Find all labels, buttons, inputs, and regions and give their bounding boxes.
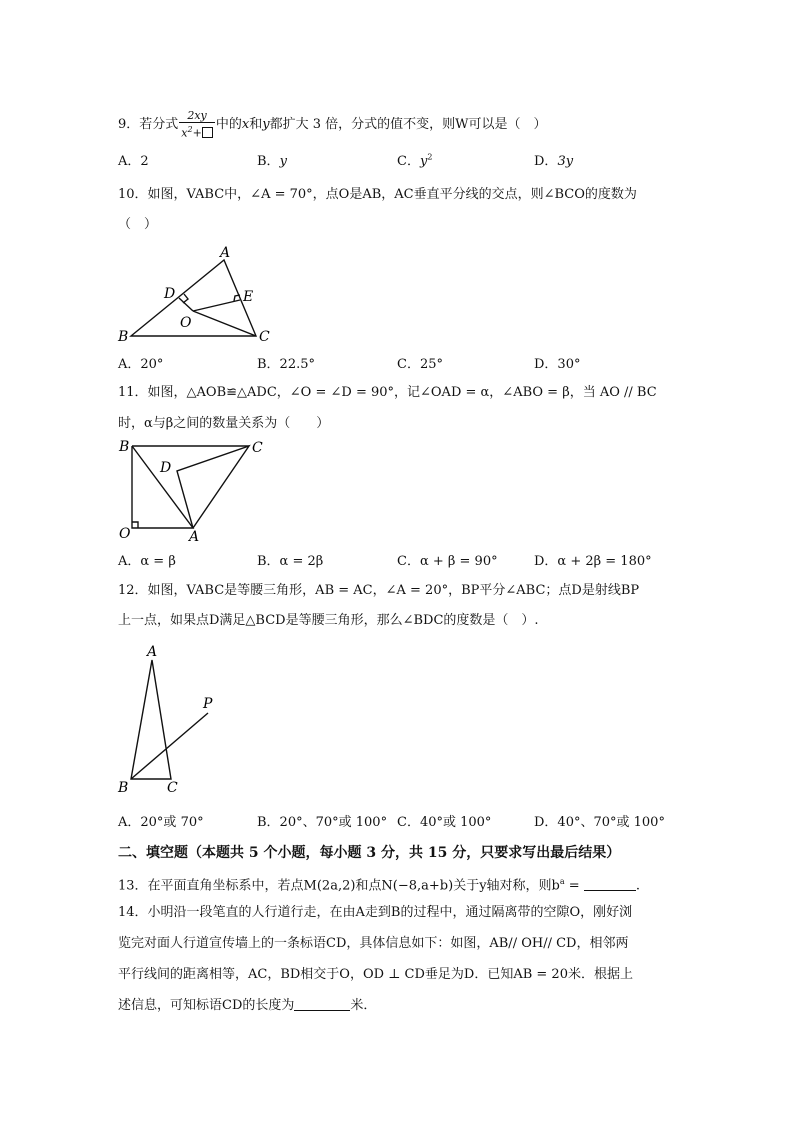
den-plus: + <box>192 126 202 140</box>
q12-options <box>118 811 678 829</box>
q10-label-b: B <box>118 329 129 345</box>
q11-option-a: A．α = β <box>118 554 176 569</box>
q10-option-c: C．25° <box>397 357 443 372</box>
q9-text-2: 中的 <box>215 116 242 132</box>
q13-exponent: a <box>559 877 565 886</box>
q9-text-4: 都扩大 3 倍，分式的值不变，则W可以是（ ） <box>269 116 547 132</box>
q12-option-c: C．40°或 100° <box>397 815 492 830</box>
q11-label-b: B <box>119 439 130 455</box>
q14-line4-unit: 米． <box>350 998 377 1013</box>
q12-line1: 12．如图，VABC是等腰三角形，AB = AC，∠A = 20°，BP平分∠ABC；点D是射线BP <box>118 583 640 598</box>
q13-text-2: = <box>564 878 584 894</box>
q12-label-c: C <box>167 780 178 796</box>
q9-option-b-label: B． <box>257 154 280 169</box>
q11-option-c: C．α + β = 90° <box>397 554 498 569</box>
q9-option-c-label: C． <box>397 154 420 169</box>
q12-option-b: B．20°、70°或 100° <box>257 815 388 830</box>
q13-text-1: 13．在平面直角坐标系中，若点M(2a,2)和点N(−8,a+b)关于y轴对称，则b <box>118 878 560 894</box>
q11-option-d: D．α + 2β = 180° <box>534 554 652 569</box>
q10-line1: 10．如图，VABC中，∠A = 70°，点O是AB，AC垂直平分线的交点，则∠BCO的度数为 <box>118 187 637 202</box>
q9-x: x <box>241 116 250 132</box>
q10-option-a: A．20° <box>118 357 164 372</box>
q12-option-d: D．40°、70°或 100° <box>534 815 665 830</box>
q9-option-c-exp: 2 <box>427 152 433 162</box>
q9-option-d-math: 3y <box>557 154 574 169</box>
q10-option-d: D．30° <box>534 357 581 372</box>
q9-option-c-math: y <box>419 154 428 169</box>
q9-option-b-math: y <box>279 154 287 169</box>
q12-label-b: B <box>118 780 129 796</box>
q9-number: 9． <box>118 116 140 132</box>
q10-label-d: D <box>164 286 176 302</box>
q11-line2: 时，α与β之间的数量关系为（ ） <box>118 416 330 431</box>
q10-label-o: O <box>180 315 192 331</box>
q13-answer-blank[interactable] <box>584 878 636 891</box>
q13-text-3: . <box>635 878 640 894</box>
q9-option-a: A．2 <box>118 154 149 169</box>
q12-label-p: P <box>203 696 213 712</box>
q9-option-d-label: D． <box>534 154 558 169</box>
fraction-numerator: 2xy <box>179 109 215 123</box>
q10-label-a: A <box>220 245 231 261</box>
q9-text-3: 和 <box>249 116 263 132</box>
q14-line4 <box>118 997 376 1015</box>
q10-label-c: C <box>259 329 270 345</box>
q12-label-a: A <box>147 644 158 660</box>
q11-line1: 11．如图，△AOB≌△ADC，∠O = ∠D = 90°，记∠OAD = α，∠ABO = β，当 AO // BC <box>118 385 657 400</box>
section-heading: 二、填空题（本题共 5 个小题，每小题 3 分，共 15 分，只要求写出最后结果） <box>118 845 621 861</box>
q11-label-a: A <box>189 529 200 545</box>
q11-label-c: C <box>252 440 263 456</box>
q11-label-d: D <box>160 460 172 476</box>
q14-line1: 14．小明沿一段笔直的人行道行走，在由A走到B的过程中，通过隔离带的空隙O，刚好浏 <box>118 905 633 920</box>
q12-line2: 上一点，如果点D满足△BCD是等腰三角形，那么∠BDC的度数是（ ）. <box>118 613 539 628</box>
q11-label-o: O <box>119 526 131 542</box>
q14-answer-blank[interactable] <box>294 998 350 1011</box>
q14-line2: 览完对面人行道宣传墙上的一条标语CD，具体信息如下：如图，AB// OH// CD，相邻两 <box>118 936 629 951</box>
q14-line3: 平行线间的距离相等，AC，BD相交于O，OD ⊥ CD垂足为D．已知AB = 20米．根据上 <box>118 967 633 982</box>
q10-line2: （ ） <box>118 217 158 232</box>
den-var: x <box>181 126 188 140</box>
q10-option-b: B．22.5° <box>257 357 315 372</box>
q9-y: y <box>262 116 270 132</box>
q11-option-b: B．α = 2β <box>257 554 324 569</box>
den-exp: 2 <box>187 125 193 134</box>
q12-option-a: A．20°或 70° <box>118 815 204 830</box>
q10-label-e: E <box>243 289 254 305</box>
q9-text-1: 若分式 <box>139 116 179 132</box>
q13-text <box>118 873 640 895</box>
q14-line4-text: 述信息，可知标语CD的长度为 <box>118 998 295 1013</box>
